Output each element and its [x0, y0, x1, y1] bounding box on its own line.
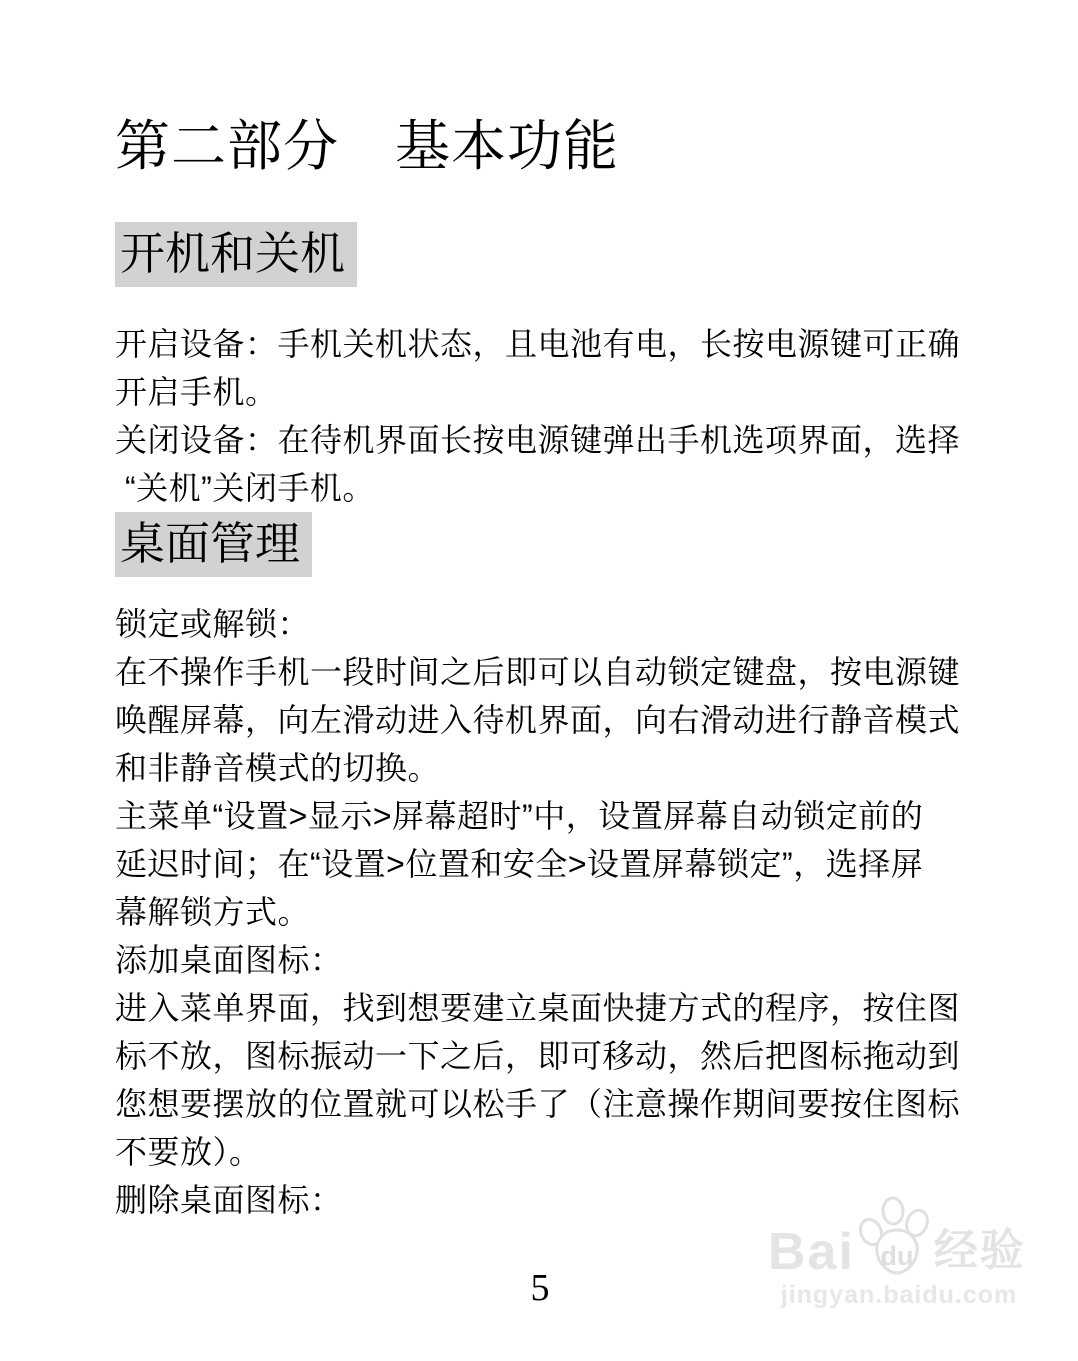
paragraph-desktop	[115, 600, 965, 1224]
text-line: 开启手机。	[115, 374, 278, 410]
page-title: 第二部分 基本功能	[115, 116, 620, 177]
text-line: 您想要摆放的位置就可以松手了（注意操作期间要按住图标	[115, 1086, 961, 1122]
section-heading-power-on-off: 开机和关机	[115, 222, 357, 287]
paragraph-power	[115, 320, 965, 512]
text-line: 在不操作手机一段时间之后即可以自动锁定键盘，按电源键	[115, 654, 961, 690]
baidu-logo-text: Bai	[768, 1223, 855, 1281]
section-heading-row	[115, 512, 965, 577]
watermark-logo-row	[768, 1196, 1030, 1281]
text-line: 进入菜单界面，找到想要建立桌面快捷方式的程序，按住图	[115, 990, 961, 1026]
text-line: 唤醒屏幕，向左滑动进入待机界面，向右滑动进行静音模式	[115, 702, 961, 738]
section-heading-desktop-management: 桌面管理	[115, 512, 312, 577]
text-line: 锁定或解锁：	[115, 606, 311, 642]
page-number: 5	[530, 1267, 550, 1309]
text-line: 添加桌面图标：	[115, 942, 343, 978]
baidu-jingyan-watermark	[768, 1196, 1030, 1310]
jingyan-url-text: jingyan.baidu.com	[780, 1281, 1018, 1309]
section-heading-row	[115, 222, 965, 287]
baidu-du-text: du	[880, 1241, 914, 1271]
page-content	[115, 0, 965, 1310]
text-line: 幕解锁方式。	[115, 894, 311, 930]
text-line: 延迟时间；在“设置>位置和安全>设置屏幕锁定”，选择屏	[115, 846, 924, 882]
text-line: 不要放）。	[115, 1134, 262, 1170]
text-line: 删除桌面图标：	[115, 1182, 343, 1218]
text-line: 主菜单“设置>显示>屏幕超时”中，设置屏幕自动锁定前的	[115, 798, 924, 834]
text-line: 和非静音模式的切换。	[115, 750, 441, 786]
baidu-paw-icon	[857, 1196, 933, 1276]
section-power	[115, 222, 965, 512]
text-line: 开启设备：手机关机状态，且电池有电，长按电源键可正确	[115, 326, 961, 362]
text-line: “关机”关闭手机。	[125, 470, 375, 506]
jingyan-logo-text: 经验	[933, 1226, 1026, 1275]
section-desktop	[115, 512, 965, 1224]
text-line: 关闭设备：在待机界面长按电源键弹出手机选项界面，选择	[115, 422, 961, 458]
text-line: 标不放，图标振动一下之后，即可移动，然后把图标拖动到	[115, 1038, 961, 1074]
